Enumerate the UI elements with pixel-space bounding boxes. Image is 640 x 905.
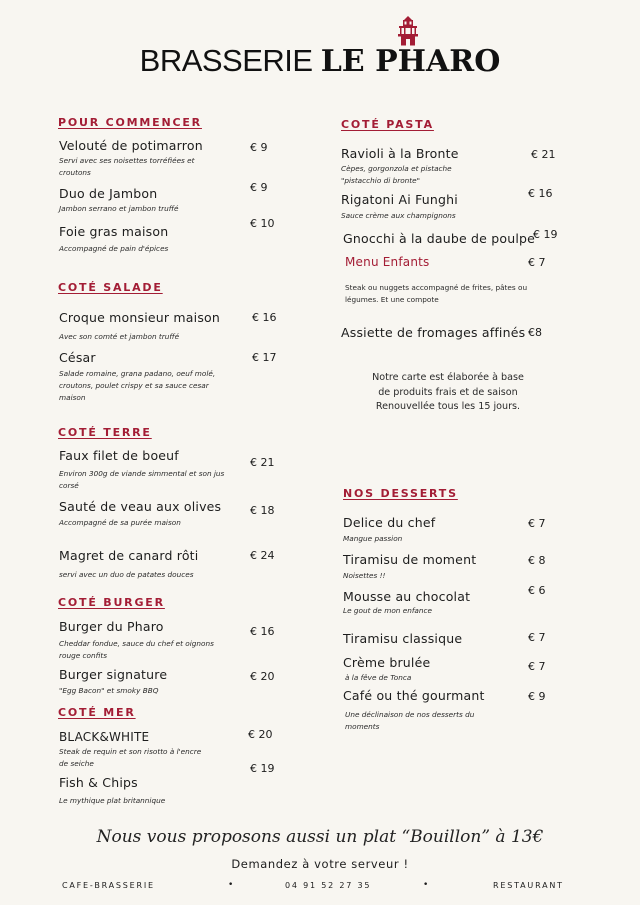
menu-item-name: Café ou thé gourmant [343,688,485,703]
menu-item-name: Velouté de potimarron [59,138,203,153]
menu-item-price: € 9 [528,690,546,703]
menu-item-price: € 7 [528,631,546,644]
menu-item-price: € 24 [250,549,275,562]
menu-item-description: Cèpes, gorgonzola et pistache "pistacchio di bronte" [341,164,452,185]
menu-item-name: Tiramisu de moment [343,552,477,567]
menu-item-price: € 19 [250,762,275,775]
menu-item-name: Magret de canard rôti [59,548,199,563]
menu-item-name: Duo de Jambon [59,186,158,201]
menu-item-name: Croque monsieur maison [59,310,221,325]
menu-item-price: € 7 [528,517,546,530]
menu-item-description: Accompagné de sa purée maison [59,518,181,527]
brand-prefix: BRASSERIE [139,43,321,78]
menu-item-description: "Egg Bacon" et smoky BBQ [59,686,159,695]
menu-note [343,371,553,415]
section-title-cote-terre: COTÉ TERRE [58,426,152,439]
section-title-cote-burger: COTÉ BURGER [58,596,165,609]
section-title-pour-commencer: POUR COMMENCER [58,116,202,129]
menu-item-price: € 20 [248,728,273,741]
menu-item-description: servi avec un duo de patates douces [59,570,194,579]
lighthouse-icon [395,16,421,46]
menu-item-name: Burger du Pharo [59,619,164,634]
menu-item-name: Fish & Chips [59,775,138,790]
brand-logo [0,43,640,79]
menu-item-name: Delice du chef [343,515,436,530]
menu-item-description: Une déclinaison de nos desserts du moments [345,710,475,731]
menu-item-name: Tiramisu classique [343,631,463,646]
menu-item-price: € 7 [528,256,546,269]
menu-item-description: Steak de requin et son risotto à l'encre de seiche [59,747,202,768]
menu-item-name: César [59,350,96,365]
menu-item-name: Gnocchi à la daube de poulpe [343,231,536,246]
menu-item-price: € 21 [531,148,556,161]
menu-item-description: Jambon serrano et jambon truffé [59,204,179,213]
footer-phone: 04 91 52 27 35 [285,881,372,890]
menu-item-price: € 18 [250,504,275,517]
menu-item-description: à la fêve de Tonca [345,673,412,682]
footer-restaurant: RESTAURANT [493,881,564,890]
menu-item-name: Ravioli à la Bronte [341,146,459,161]
menu-item-name: Mousse au chocolat [343,589,471,604]
menu-item-price: € 8 [528,554,546,567]
menu-item-price: € 17 [252,351,277,364]
menu-item-description: Cheddar fondue, sauce du chef et oignons rouge confits [59,639,214,660]
bouillon-offer: Nous vous proposons aussi un plat “Bouillon” à 13€ [96,827,544,847]
menu-item-description: Le gout de mon enfance [343,606,433,615]
menu-item-name: BLACK&WHITE [59,730,150,744]
menu-item-description: Steak ou nuggets accompagné de frites, pâtes ou légumes. Et une compote [345,283,528,304]
footer-separator-dot: • [228,880,236,890]
menu-item-description: Environ 300g de viande simmental et son jus corsé [59,469,225,490]
footer-separator-dot: • [423,880,431,890]
menu-item-price: €8 [528,326,542,339]
menu-enfants-title: Menu Enfants [345,255,430,269]
menu-item-price: € 9 [250,141,268,154]
menu-item-description: Mangue passion [343,534,403,543]
menu-item-name: Foie gras maison [59,224,169,239]
menu-item-description: Avec son comté et jambon truffé [59,332,180,341]
menu-item-price: € 10 [250,217,275,230]
menu-item-price: € 19 [533,228,558,241]
menu-item-name: Rigatoni Ai Funghi [341,192,458,207]
menu-item-description: Noisettes !! [343,571,386,580]
menu-item-name: Assiette de fromages affinés [341,325,526,340]
menu-item-name: Faux filet de boeuf [59,448,179,463]
menu-item-price: € 16 [252,311,277,324]
note-line: de produits frais et de saison [378,386,518,398]
section-title-cote-pasta: COTÉ PASTA [341,118,434,131]
menu-item-price: € 6 [528,584,546,597]
menu-item-price: € 20 [250,670,275,683]
menu-item-description: Salade romaine, grana padano, oeuf molé, croutons, poulet crispy et sa sauce cesar maison [59,369,216,402]
menu-item-name: Crème brulée [343,655,431,670]
menu-item-price: € 7 [528,660,546,673]
menu-item-price: € 16 [528,187,553,200]
section-title-nos-desserts: NOS DESSERTS [343,487,458,500]
section-title-cote-mer: COTÉ MER [58,706,136,719]
menu-item-price: € 21 [250,456,275,469]
ask-server-text: Demandez à votre serveur ! [231,857,409,871]
brand-name: LE PHARO [320,44,501,79]
menu-item-description: Sauce crème aux champignons [341,211,456,220]
menu-item-price: € 9 [250,181,268,194]
menu-item-description: Le mythique plat britannique [59,796,166,805]
note-line: Notre carte est élaborée à base [372,372,524,383]
menu-item-name: Sauté de veau aux olives [59,499,222,514]
section-title-cote-salade: COTÉ SALADE [58,281,163,294]
menu-item-description: Servi avec ses noisettes torréfiées et croutons [59,156,195,177]
note-line: Renouvellée tous les 15 jours. [375,401,521,412]
menu-item-price: € 16 [250,625,275,638]
footer-cafe-brasserie: CAFE-BRASSERIE [62,881,155,890]
menu-item-name: Burger signature [59,667,168,682]
menu-item-description: Accompagné de pain d'épices [59,244,169,253]
